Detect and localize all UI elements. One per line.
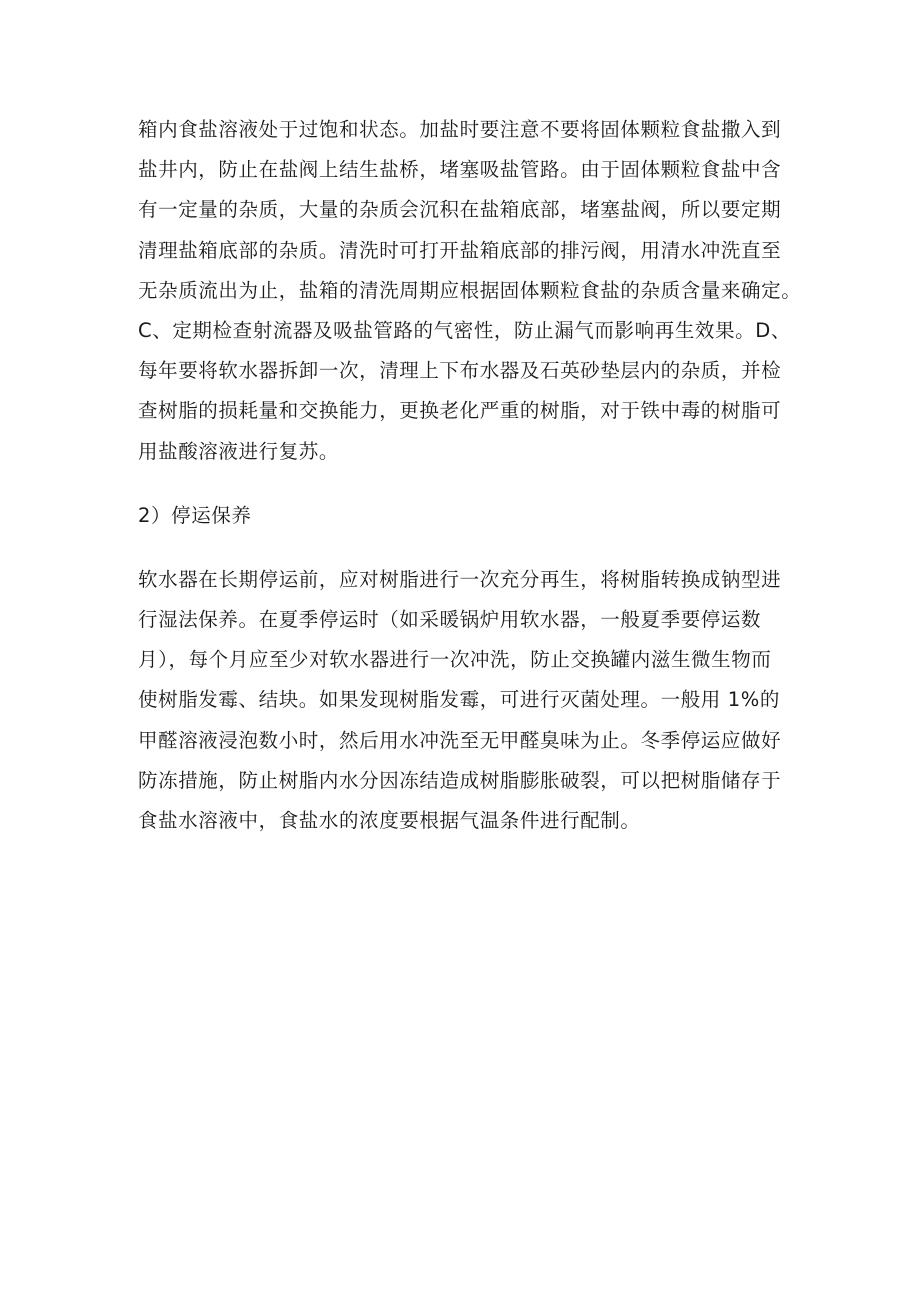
- text-line: 有一定量的杂质，大量的杂质会沉积在盐箱底部，堵塞盐阀，所以要定期: [138, 198, 782, 222]
- text-line: 甲醛溶液浸泡数小时，然后用水冲洗至无甲醛臭味为止。冬季停运应做好: [138, 728, 782, 752]
- text-line: 软水器在长期停运前，应对树脂进行一次充分再生，将树脂转换成钠型进: [138, 567, 782, 591]
- paragraph-shutdown-maintenance: [138, 560, 798, 841]
- paragraph-salt-box-maintenance: [138, 110, 802, 472]
- text-line: 箱内食盐溶液处于过饱和状态。加盐时要注意不要将固体颗粒食盐撒入到: [138, 118, 782, 141]
- text-line: 月），每个月应至少对软水器进行一次冲洗，防止交换罐内滋生微生物而: [138, 648, 772, 672]
- document-body: [138, 110, 802, 841]
- text-line: 用盐酸溶液进行复苏。: [138, 439, 340, 463]
- text-line: 食盐水溶液中，食盐水的浓度要根据气温条件进行配制。: [138, 809, 641, 833]
- text-line: 盐井内，防止在盐阀上结生盐桥，堵塞吸盐管路。由于固体颗粒食盐中含: [138, 158, 782, 182]
- text-line: 使树脂发霉、结块。如果发现树脂发霉，可进行灭菌处理。一般用 1%的: [138, 688, 780, 712]
- text-line: 防冻措施，防止树脂内水分因冻结造成树脂膨胀破裂，可以把树脂储存于: [138, 768, 782, 792]
- text-line: 清理盐箱底部的杂质。清洗时可打开盐箱底部的排污阀，用清水冲洗直至: [138, 238, 782, 262]
- text-line: C、定期检查射流器及吸盐管路的气密性，防止漏气而影响再生效果。D、: [138, 319, 791, 343]
- text-line: 无杂质流出为止，盐箱的清洗周期应根据固体颗粒食盐的杂质含量来确定。: [138, 278, 802, 302]
- section-heading-shutdown-maintenance: 2）停运保养: [138, 503, 252, 527]
- text-line: 查树脂的损耗量和交换能力，更换老化严重的树脂，对于铁中毒的树脂可: [138, 399, 782, 423]
- text-line: 行湿法保养。在夏季停运时（如采暖锅炉用软水器，一般夏季要停运数: [138, 608, 762, 632]
- text-line: 每年要将软水器拆卸一次，清理上下布水器及石英砂垫层内的杂质，并检: [138, 359, 782, 383]
